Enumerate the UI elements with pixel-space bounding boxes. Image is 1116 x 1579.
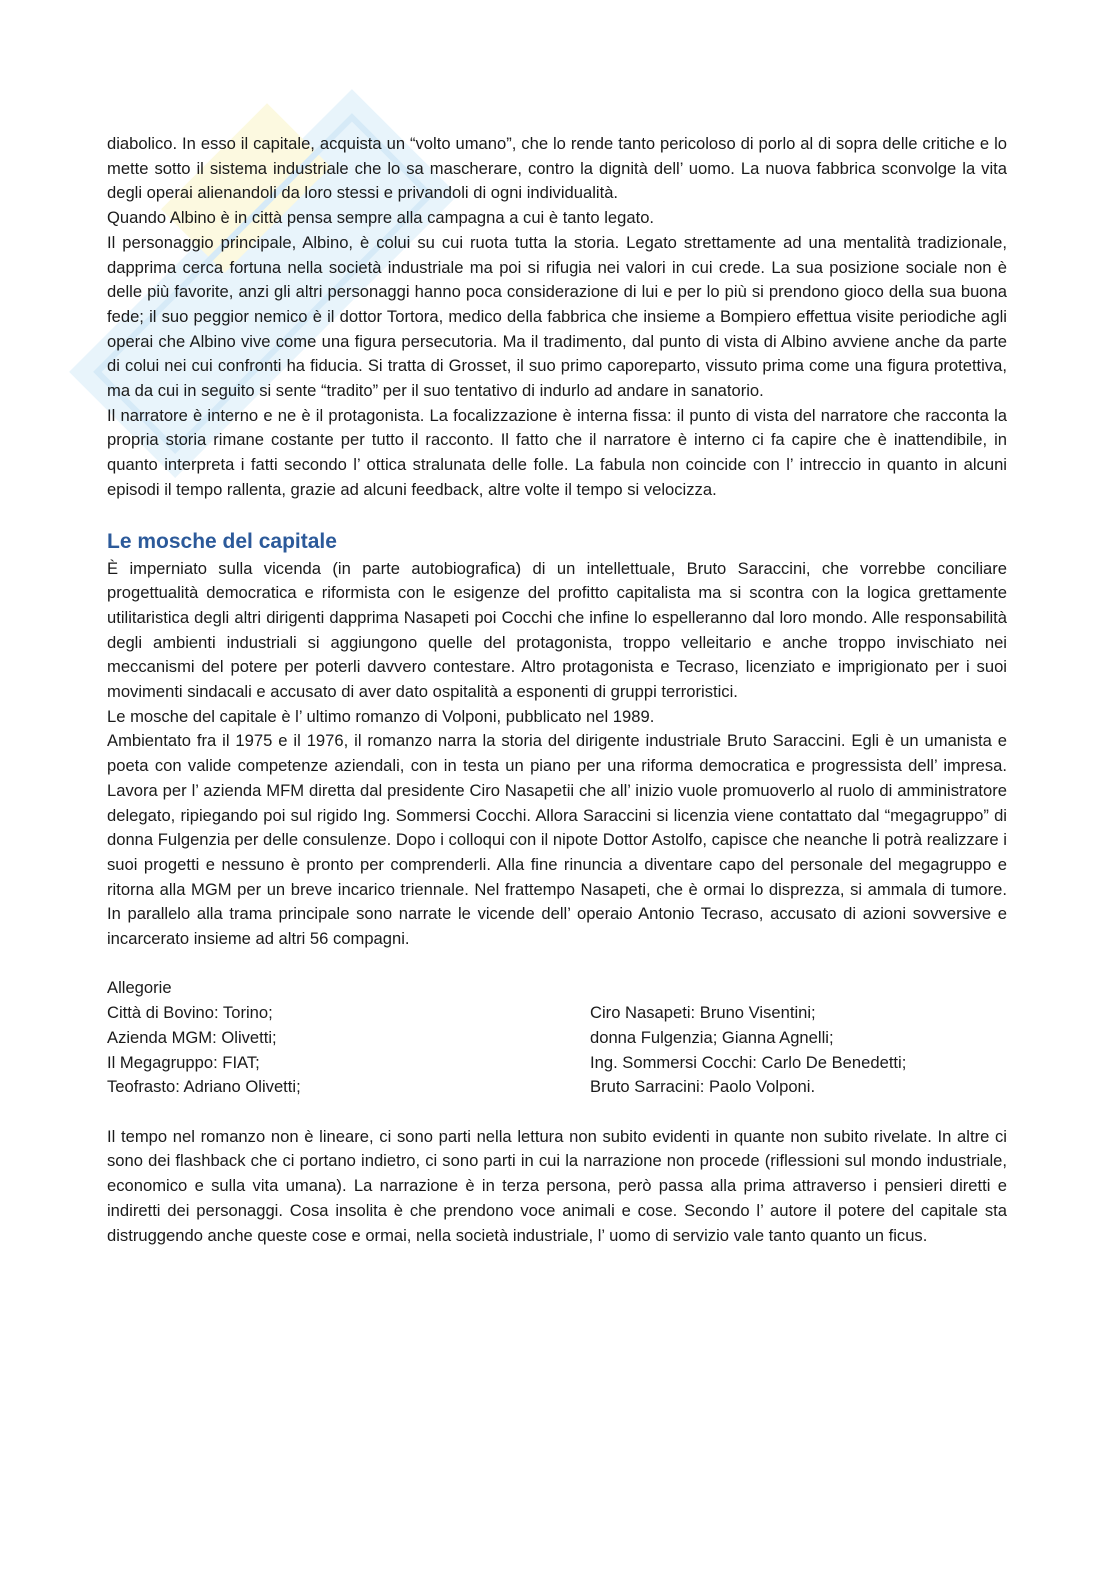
paragraph: Il narratore è interno e ne è il protagonista. La focalizzazione è interna fissa: il punto di vista del narratore che racconta la propria storia rimane costante per tutto il racconto. Il fatto che il narratore è interno ci fa capire che è inattendibile, in quanto interpreta i fatti secondo l’ ottica stralunata delle folle. La fabula non coincide con l’ intreccio in quanto in alcuni episodi il tempo rallenta, grazie ad alcuni feedback, altre volte il tempo si velocizza.	[107, 405, 1007, 499]
allegory-item: Teofrasto: Adriano Olivetti;	[107, 1077, 301, 1097]
paragraph: Ambientato fra il 1975 e il 1976, il romanzo narra la storia del dirigente industriale Bruto Saraccini. Egli è un umanista e poeta con valide competenze aziendali, con in testa un piano per una riforma democratica e progressista dell’ impresa. Lavora per l’ azienda MFM diretta dal presidente Ciro Nasapetii che all’ inizio vuole promuoverlo al ruolo di amministratore delegato, ripiegando poi sul rigido Ing. Sommersi Cocchi. Allora Saraccini si licenzia viene contattato dal “megagruppo” di donna Fulgenzia per delle consulenze. Dopo i colloqui con il nipote Dottor Astolfo, capisce che neanche li potrà realizzare i suoi progetti e nessuno è pronto per comprenderli. Alla fine rinuncia a diventare capo del personale del megagruppo e ritorna alla MGM per un breve incarico triennale. Nel frattempo Nasapeti, che è ormai lo disprezza, si ammala di tumore. In parallelo alla trama principale sono narrate le vicende dell’ operaio Antonio Tecraso, accusato di azioni sovversive e incarcerato insieme ad altri 56 compagni.	[107, 731, 1007, 949]
allegory-item: Il Megagruppo: FIAT;	[107, 1052, 260, 1072]
allegories-list	[107, 1001, 1007, 1100]
allegories-heading: Allegorie	[107, 978, 172, 998]
paragraph: Le mosche del capitale è l’ ultimo romanzo di Volponi, pubblicato nel 1989.	[107, 706, 655, 726]
section-heading: Le mosche del capitale	[107, 529, 337, 553]
paragraph: È imperniato sulla vicenda (in parte autobiografica) di un intellettuale, Bruto Saraccini, che vorrebbe conciliare progettualità democratica e riformista con le esigenze del profitto capitalista ma si scontra con la logica grettamente utilitaristica degli altri dirigenti dapprima Nasapeti poi Cocchi che infine lo espelleranno dal loro mondo. Alle responsabilità degli ambienti industriali si aggiungono quelle del protagonista, troppo velleitario e anche troppo invischiato nei meccanismi del potere per poterli davvero contestare. Altro protagonista e Tecraso, licenziato e imprigionato per i suoi movimenti sindacali e accusato di aver dato ospitalità a esponenti di gruppi terroristici.	[107, 558, 1007, 702]
allegories-left-column	[107, 1001, 590, 1100]
allegory-item: donna Fulgenzia; Gianna Agnelli;	[590, 1027, 834, 1047]
document-page	[107, 132, 1007, 1248]
allegory-item: Bruto Sarracini: Paolo Volponi.	[590, 1077, 816, 1097]
allegories-right-column	[590, 1001, 1007, 1100]
allegory-item: Ing. Sommersi Cocchi: Carlo De Benedetti;	[590, 1052, 907, 1072]
paragraph: Quando Albino è in città pensa sempre alla campagna a cui è tanto legato.	[107, 208, 655, 228]
paragraph: Il personaggio principale, Albino, è colui su cui ruota tutta la storia. Legato strettamente ad una mentalità tradizionale, dapprima cerca fortuna nella società industriale ma poi si rifugia nei valori in cui crede. La sua posizione sociale non è delle più favorite, anzi gli altri personaggi hanno poca considerazione di lui e per lo più si prendono gioco della sua buona fede; il suo peggior nemico è il dottor Tortora, medico della fabbrica che insieme a Bompiero effettua visite periodiche agli operai che Albino vive come una figura persecutoria. Ma il tradimento, dal punto di vista di Albino avviene anche da parte di colui nei cui confronti ha fiducia. Si tratta di Grosset, il suo primo caporeparto, vissuto prima come una figura protettiva, ma da cui in seguito si sente “tradito” per il suo tentativo di indurlo ad andare in sanatorio.	[107, 232, 1007, 401]
allegory-item: Ciro Nasapeti: Bruno Visentini;	[590, 1003, 816, 1023]
allegory-item: Azienda MGM: Olivetti;	[107, 1027, 277, 1047]
paragraph: Il tempo nel romanzo non è lineare, ci sono parti nella lettura non subito evidenti in quante non subito rivelate. In altre ci sono dei flashback che ci portano indietro, ci sono parti in cui la narrazione non procede (riflessioni sul mondo industriale, economico e sulla vita umana). La narrazione è in terza persona, però passa alla prima attraverso i pensieri diretti e indiretti dei personaggi. Cosa insolita è che prendono voce animali e cose. Secondo l’ autore il potere del capitale sta distruggendo anche queste cose e ormai, nella società industriale, l’ uomo di servizio vale tanto quanto un ficus.	[107, 1126, 1007, 1245]
allegory-item: Città di Bovino: Torino;	[107, 1003, 273, 1023]
paragraph: diabolico. In esso il capitale, acquista un “volto umano”, che lo rende tanto pericoloso di porlo al di sopra delle critiche e lo mette sotto il sistema industriale che lo sa mascherare, contro la dignità dell’ uomo. La nuova fabbrica sconvolge la vita degli operai alienandoli da loro stessi e privandoli di ogni individualità.	[107, 134, 1007, 203]
